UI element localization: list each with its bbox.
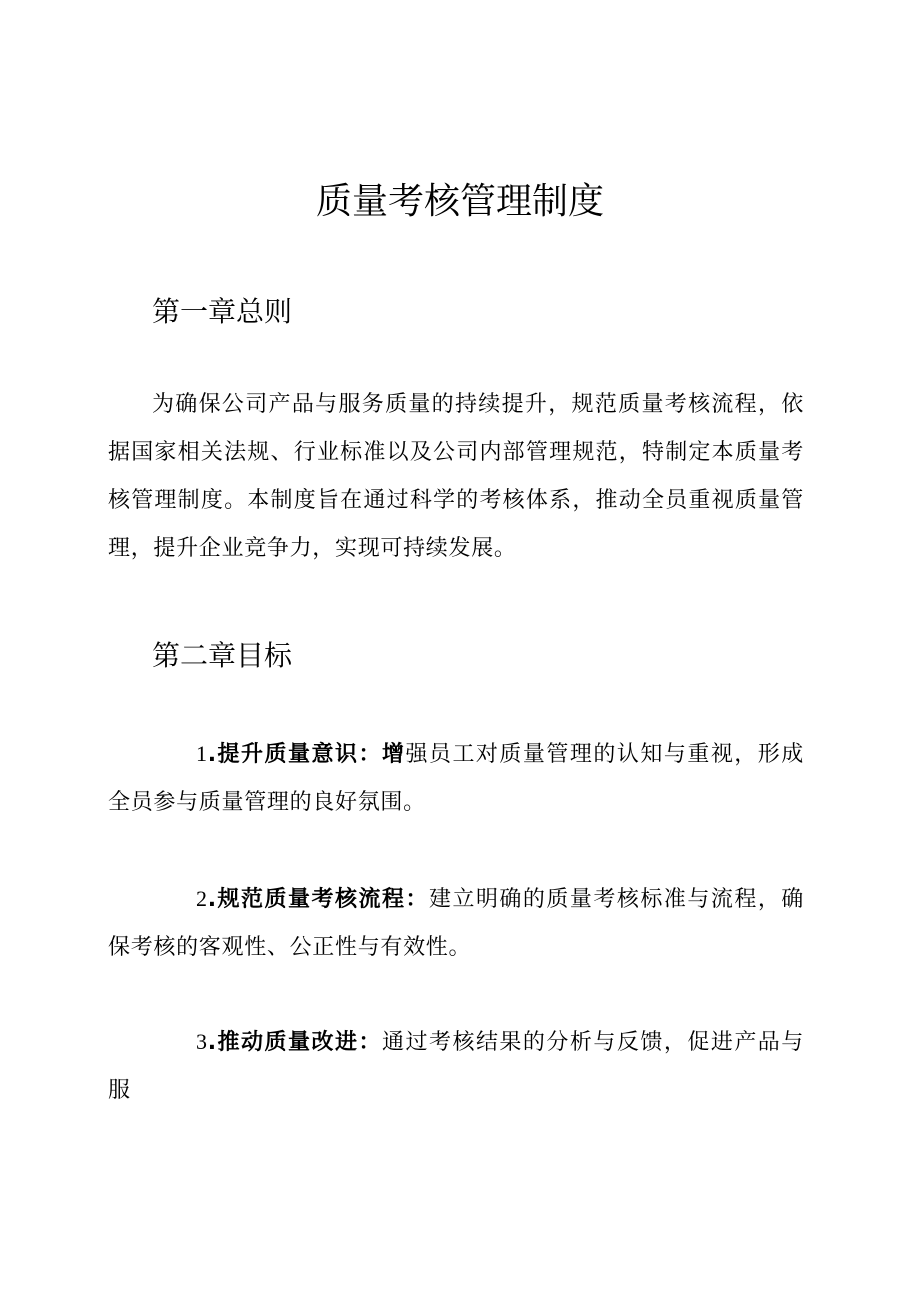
goal-item-2-text: 建立明确的质量考核标准与流程，确保考核的客观性、公正性与有效性。 <box>108 887 805 960</box>
goal-item-1-label: .提升质量意识：增 <box>207 742 406 767</box>
chapter-1-heading: 第一章总则 <box>152 295 293 328</box>
goal-item-3-label: .推动质量改进： <box>207 1030 382 1055</box>
goal-item-1 <box>108 730 804 827</box>
goal-item-3 <box>108 1018 804 1115</box>
goal-item-1-number: 1 <box>196 741 208 766</box>
goal-item-1-text: 强员工对质量管理的认知与重视，形成全员参与质量管理的良好氛围。 <box>108 742 804 815</box>
goal-item-2-label: .规范质量考核流程： <box>207 887 429 912</box>
goal-item-3-number: 3 <box>196 1029 208 1054</box>
chapter-2-heading: 第二章目标 <box>152 639 293 672</box>
chapter-1-paragraph: 为确保公司产品与服务质量的持续提升，规范质量考核流程，依据国家相关法规、行业标准以及公司内部管理规范，特制定本质量考核管理制度。本制度旨在通过科学的考核体系，推动全员重视质量管理，提升企业竞争力，实现可持续发展。 <box>108 392 804 561</box>
goal-item-3-text: 通过考核结果的分析与反馈，促进产品与服 <box>108 1030 804 1103</box>
goal-item-2 <box>108 875 804 972</box>
document-title: 质量考核管理制度 <box>315 181 604 222</box>
goal-item-2-number: 2 <box>196 886 208 911</box>
